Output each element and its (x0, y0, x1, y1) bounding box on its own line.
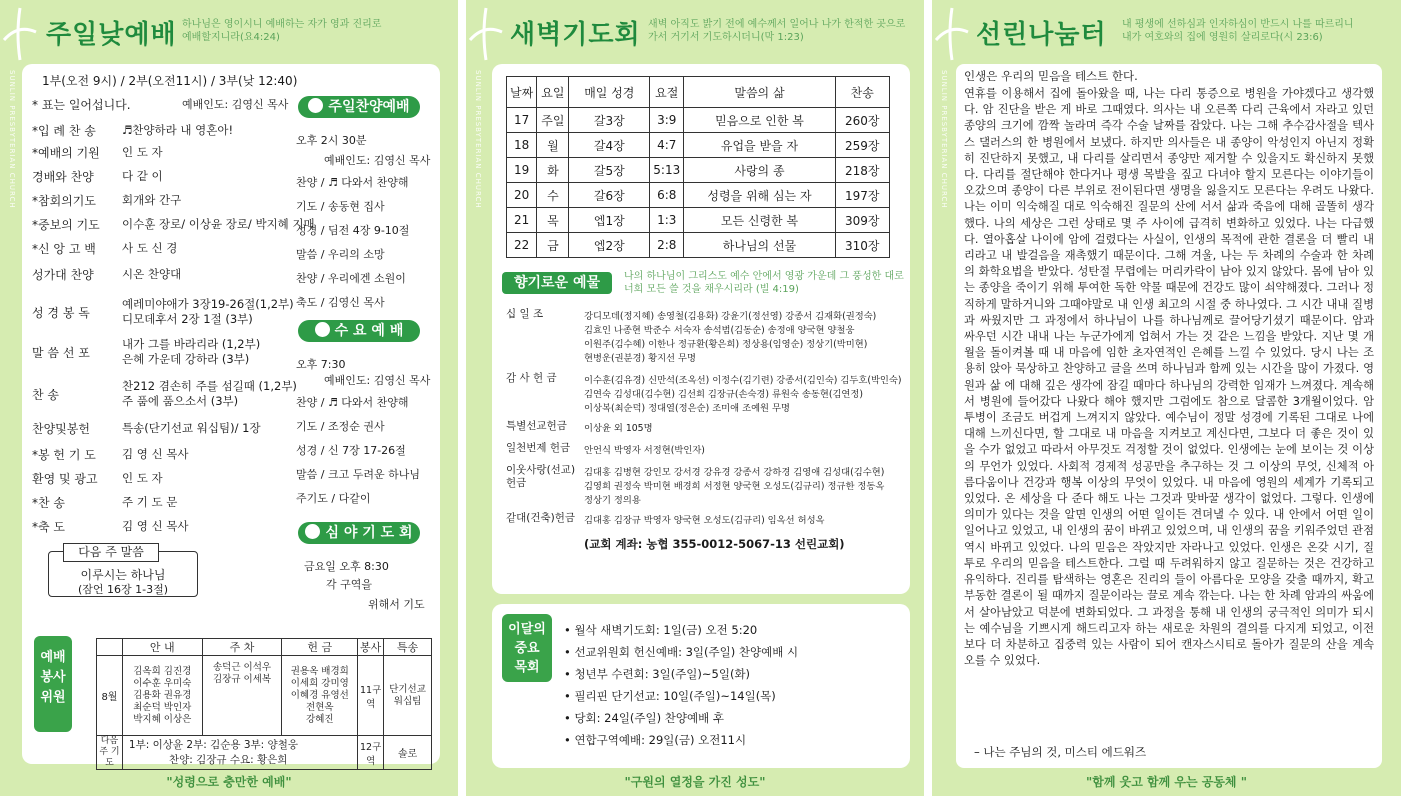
wednesday-time: 오후 7:30 (296, 358, 346, 371)
table-header: 날짜 (507, 77, 537, 108)
staff-offer (282, 656, 358, 736)
panel-footer: "함께 웃고 함께 우는 공동체 " (1086, 775, 1247, 789)
staff-table: 안 내 주 차 헌 금 봉사 특송 8월 김옥희 김진경 이수훈 우미숙 김용화 권유경 최순덕 박인자 박지혜 이상은 송덕근 이석우 김장규 이세복 권용옥 배경희 이세희 강미영 이혜경 유영선 전현옥 강혜진 11구역 단기선교 워십팀 다음주 기 도 1부: 이상윤 2부: 김순용 3부: 양철웅 찬양: 김장규 수요: 황은희 12구역 솔로 (96, 638, 432, 770)
header-verse: 하나님은 영이시니 예배하는 자가 영과 진리로 예배할지니라(요4:24) (182, 19, 382, 43)
order-value: 이수훈 장로/ 이상윤 장로/ 박지혜 지매 (122, 217, 315, 231)
circle-bullet-icon (315, 322, 330, 337)
offering-names: 김효인 나종현 박준수 서숙자 송석범(김동순) 송정애 양국현 양철웅 (584, 325, 855, 336)
table-cell: 1:3 (650, 208, 684, 233)
table-cell: 믿음으로 인한 복 (684, 108, 835, 133)
table-header: 말씀의 삶 (684, 77, 835, 108)
next-sermon-title: 이루시는 하나님 (80, 568, 166, 582)
offering-names: 이원주(김수혜) 이한나 정규환(황은희) 정상용(임영순) 정상기(박미현) (584, 339, 868, 350)
order-label: 환영 및 광고 (32, 472, 98, 486)
staff-name: 단기선교 (389, 683, 426, 695)
table-cell: 금 (537, 233, 569, 258)
order-label: *참회의기도 (32, 194, 96, 208)
wednesday-item: 말씀 / 크고 두려운 하나님 (296, 468, 420, 481)
service-times: 1부(오전 9시) / 2부(오전11시) / 3부(낮 12:40) (42, 74, 298, 88)
page-title: 선린나눔터 (976, 20, 1107, 50)
staff-name: 강혜진 (306, 713, 334, 725)
order-label: *봉 헌 기 도 (32, 448, 96, 462)
staff-parking (202, 656, 282, 736)
table-cell: 엡1장 (569, 208, 650, 233)
praise-time: 오후 2시 30분 (296, 134, 367, 147)
order-label: 성 경 봉 독 (32, 306, 90, 320)
order-value-2: 주 품에 품으소서 (3부) (122, 394, 239, 408)
table-cell: 20 (507, 183, 537, 208)
next-sermon-box (48, 545, 198, 597)
panel-header (932, 0, 1401, 64)
offering-names: 이상윤 외 105명 (584, 423, 653, 434)
staff-name: 이혜경 유영선 (290, 689, 349, 701)
table-cell: 성령을 위해 심는 자 (684, 183, 835, 208)
offering-names: 김대홍 김병현 강인모 강서경 강유경 강종서 강하경 김영애 김성대(김수현) (584, 467, 885, 478)
table-cell: 21 (507, 208, 537, 233)
order-value: 예레미야애가 3장19-26절(1,2부) (122, 297, 294, 311)
praise-item: 기도 / 송동현 집사 (296, 200, 385, 213)
table-cell: 2:8 (650, 233, 684, 258)
order-label: *축 도 (32, 520, 65, 534)
circle-bullet-icon (308, 98, 323, 113)
order-label: *입 례 찬 송 (32, 124, 96, 138)
schedule-item: • 월삭 새벽기도회: 1일(금) 오전 5:20 (564, 623, 758, 637)
table-cell: 사랑의 종 (684, 158, 835, 183)
staff-name: 김용화 권유경 (133, 689, 192, 701)
order-label: *찬 송 (32, 496, 65, 510)
worship-leader: 예배인도: 김영신 목사 (182, 98, 289, 111)
praise-item: 말씀 / 우리의 소망 (296, 248, 385, 261)
table-cell: 22 (507, 233, 537, 258)
table-cell: 197장 (835, 183, 889, 208)
table-cell: 19 (507, 158, 537, 183)
monthly-schedule-card (492, 604, 910, 768)
offering-category: 특별선교헌금 (506, 420, 567, 432)
offering-title: 향기로운 예물 (502, 272, 612, 294)
table-row (507, 158, 890, 183)
staff-name: 이수훈 우미숙 (133, 677, 192, 689)
panel-header (466, 0, 924, 64)
panel-footer: "성령으로 충만한 예배" (166, 775, 292, 789)
worship-card (22, 64, 440, 768)
schedule-item: • 선교위원회 헌신예배: 3일(주일) 찬양예배 시 (564, 645, 799, 659)
offering-category: 이웃사랑(선교) 헌금 (506, 464, 576, 489)
table-row (507, 108, 890, 133)
table-cell: 259장 (835, 133, 889, 158)
order-value: 인 도 자 (122, 145, 163, 159)
next-sermon-ref: (잠언 16장 1-3절) (77, 583, 169, 596)
schedule-item: • 필리핀 단기선교: 10일(주일)~14일(목) (564, 689, 776, 703)
offering-category: 감 사 헌 금 (506, 372, 557, 384)
offering-names: 이상복(최순덕) 정대열(정은순) 조미애 조예원 무명 (584, 403, 790, 414)
order-value: 김 영 신 목사 (122, 447, 189, 461)
offering-verse: 나의 하나님이 그리스도 예수 안에서 영광 가운데 그 풍성한 대로 너희 모든 쓸 것을 채우시리라 (빌 4:19) (624, 271, 904, 295)
staff-name: 김장규 이세복 (213, 674, 272, 685)
panel-footer: "구원의 열정을 가진 성도" (624, 775, 766, 789)
table-cell: 갈5장 (569, 158, 650, 183)
dawn-card (492, 64, 910, 594)
table-cell: 월 (537, 133, 569, 158)
order-value: 주 기 도 문 (122, 495, 178, 509)
praise-service-title: 주일찬양예배 (298, 96, 420, 118)
staff-name: 워십팀 (393, 695, 422, 707)
staff-song (384, 656, 432, 736)
table-cell: 260장 (835, 108, 889, 133)
swirl-logo-icon (934, 6, 970, 62)
staff-name: 박지혜 이상은 (133, 713, 192, 725)
staff-name: 최순덕 박인자 (133, 701, 192, 713)
staff-annae (122, 656, 202, 736)
swirl-logo-icon (468, 6, 504, 62)
table-cell: 6:8 (650, 183, 684, 208)
table-cell: 4:7 (650, 133, 684, 158)
schedule-item: • 당회: 24일(주일) 찬양예배 후 (564, 711, 724, 725)
standing-note: * 표는 일어섭니다. (32, 98, 131, 112)
essay-signature: – 나는 주님의 것, 미스티 에드워즈 (974, 745, 1147, 759)
schedule-item: • 연합구역예배: 29일(금) 오전11시 (564, 733, 747, 747)
staff-name: 전현옥 (306, 701, 334, 713)
table-cell: 화 (537, 158, 569, 183)
table-cell: 5:13 (650, 158, 684, 183)
offering-names: 안언식 박영자 서정현(박인자) (584, 445, 705, 456)
table-header: 요절 (650, 77, 684, 108)
wednesday-leader: 예배인도: 김영신 목사 (324, 374, 431, 387)
staff-name: 이세희 강미영 (290, 677, 349, 689)
order-label: 성가대 찬양 (32, 268, 94, 282)
praise-item: 찬양 / 우리에겐 소원이 (296, 272, 406, 285)
offering-names: 김대홍 김장규 박영자 양국현 오성도(김규리) 임옥선 허성옥 (584, 515, 825, 526)
essay-body: 연휴를 이용해서 집에 돌아왔을 때, 나는 다리 통증으로 병원을 가야겠다고 생각했다. 암 진단을 받은 게 바로 그때였다. 의사는 내 오른쪽 다리 근육에서 자라고 있던 종양의 크기에 깜짝 놀라며 즉각 수술 날짜를 잡았다. 나는 그해 추수감사절을 텍사스 댈러스의 한 병원에서 보냈다. 하지만 의사들은 내 종양이 악성인지 아닌지 정확히 진단하지 못했고, 내 다리를 살리면서 종양만 제거할 수 있을지도 확신하지 못했다. 다리를 절단해야 한다거나 평생 목발을 짚고 다녀야 할지 모른다는 이야기들이 오갔으며 종양이 다른 부위로 전이된다면 생명을 잃을지도 모른다는 우려도 나왔다. 나는 이미 익숙해질 대로 익숙해진 질문의 산에 서서 삶과 죽음에 대해 골똘히 생각했다. 나의 세상은 그런 상태로 몇 주 사이에 급격히 변화하고 있었다. 나는 다급했다. 열아홉살 나이에 암에 걸렸다는 사실이, 인생의 목적에 관한 결론을 더 빨리 내리라고 내 발걸음을 재촉했기 때문이다. 그해 겨울, 나는 두 차례의 수술과 한 차례의 화학요법을 받았다. 성탄절 무렵에는 머리카락이 남아 있지 않았다. 몸에 남아 있는 종양을 죽이기 위해 투여한 독한 약물 때문에 건강도 많이 쇠약해졌다. 그러나 정직하게 말하거니와 그때야말로 내 인생 최고의 시절 중 하나였다. 그 시간 내내 질병과 싸웠지만 그 과정에서 하나님이 나를 하나님께로 끌어당기셨기 때문이다. 암과 싸우던 시간 내내 나는 누군가에게 업혀서 가는 것 같은 느낌을 받았다. 지난 몇 개월을 돌이켜볼 때 내 마음에 임한 초자연적인 은혜를 느낄 수 있었다. 당시 나는 조용히 앉아 묵상하고 찬양하고 글을 쓰며 하나님과 함께 있는 시간을 많이 가졌다. 영원과 삶 에 대해 깊은 생각에 잠길 때마다 하나님의 강력한 임재가 느껴졌다. 계속해서 병원에 들어갔다 나왔다 해야 했지만 그럼에도 참으로 달콤한 3개월이었다. 암 투병이 조금도 버겁게 느껴지지 않았다. 예수님이 정말 성경에 기록된 그대로 나에 대해 느끼신다면, 할 그대로 내 마음을 지켜보고 계신다면, 그보다 더 좋은 것이 있을 수가 없었고 따라서 아무것도 걱정할 것이 없었다. 인생에는 눈에 보이는 것 이상의 무언가 있었다. 사회적 경제적 성공만을 추구하는 것 그 이상의 무엇, 신체적 아름다움이나 건강과 행복 이상의 무엇이 있었다. 내 마음에 영원의 세계가 기록되고 있었다. 온 세상을 다 준다 해도 나는 그것과 맞바꿀 생각이 없었다. 그렇다. 인생에 의미가 있다는 것을 알면 인생의 어떤 일이든 견뎌낼 수 있다. 내 안에서 어떤 일이 일어나고 있었고, 내 인생의 꿈이 바뀌고 있었으며, 내 인생의 꿈을 키워주었던 관점 역시 바뀌고 있었다. 나의 믿음은 작았지만 자라나고 있었다. 인생은 온갖 시기, 질투로 우리의 믿음을 테스트한다. 그럴 때 두려워하지 않고 질문하는 것은 건강하고 유익하다. 진리를 탐색하는 영혼은 진리의 들이 아름다운 모양을 갖출 때까지, 확고부동한 결론이 될 때까지 질문이라는 끌로 계속 깎는다. 나는 한 차례 암과의 싸움에서 살아남았고 덕분에 변화되었다. 그 과정을 통해 내 인생의 궁극적인 의미가 되시는 예수님을 기쁘시게 해드리고자 하는 새로운 차원의 결의를 다지게 되었고, 이전보다 더 차분하고 집중력 있는 사람이 되어 캔자스시티로 돌아가 질문의 산을 계속 오를 수 있었다. (964, 87, 1374, 668)
service-staff-label: 예배 봉사 위원 (34, 636, 72, 732)
offering-names: 김영희 권정숙 박미현 배경희 서정현 양국현 오성도(김규리) 정규한 정동옥 (584, 481, 885, 492)
order-value-2: 은혜 가운데 강하라 (3부) (122, 352, 250, 366)
table-cell: 모든 신령한 복 (684, 208, 835, 233)
schedule-item: • 청년부 수련회: 3일(주일)~5일(화) (564, 667, 751, 681)
table-cell: 목 (537, 208, 569, 233)
table-cell: 17 (507, 108, 537, 133)
next-sermon-label: 다음 주 말씀 (63, 543, 159, 562)
table-header: 매일 성경 (569, 77, 650, 108)
table-cell: 갈6장 (569, 183, 650, 208)
wednesday-item: 성경 / 신 7장 17-26절 (296, 444, 406, 457)
swirl-logo-icon (2, 6, 38, 62)
table-cell: 218장 (835, 158, 889, 183)
offering-category: 일천번제 헌금 (506, 442, 571, 454)
order-value: 인 도 자 (122, 471, 163, 485)
church-name-strip: SUNLIN PRESBYTERIAN CHURCH (940, 70, 948, 209)
offering-category: 같대(건축)헌금 (506, 512, 576, 524)
staff-name: 송덕근 이석우 (213, 662, 272, 673)
table-cell: 갈4장 (569, 133, 650, 158)
praise-item: 찬양 / ♬ 다와서 찬양해 (296, 176, 409, 189)
staff-name: 김옥희 김진경 (133, 665, 192, 677)
order-label: *중보의 기도 (32, 218, 100, 232)
offering-names: 강디모데(정지혜) 송영철(김용화) 강윤기(정선영) 강종서 김재화(권정숙) (584, 311, 877, 322)
night-prayer-title: 심 야 기 도 회 (298, 522, 420, 544)
table-cell: 주일 (537, 108, 569, 133)
order-label: 찬 송 (32, 388, 59, 402)
order-value: 김 영 신 목사 (122, 519, 189, 533)
praise-leader: 예배인도: 김영신 목사 (324, 154, 431, 167)
order-value: 사 도 신 경 (122, 241, 178, 255)
night-prayer-time: 금요일 오후 8:30 (304, 560, 389, 573)
table-row (507, 208, 890, 233)
table-cell: 수 (537, 183, 569, 208)
staff-name: 권용옥 배경희 (290, 665, 349, 677)
order-value: 시온 찬양대 (122, 267, 182, 281)
order-value: ♬찬양하라 내 영혼아! (122, 123, 234, 137)
offering-names: 정상기 정의용 (584, 495, 641, 506)
church-name-strip: SUNLIN PRESBYTERIAN CHURCH (8, 70, 16, 209)
praise-item: 성경 / 딤전 4장 9-10절 (296, 224, 410, 237)
table-cell: 엡2장 (569, 233, 650, 258)
wednesday-item: 기도 / 조정순 권사 (296, 420, 385, 433)
order-value: 찬212 겸손히 주를 섬길때 (1,2부) (122, 379, 297, 393)
circle-bullet-icon (305, 524, 320, 539)
wednesday-service-title: 수 요 예 배 (298, 320, 420, 342)
table-cell: 갈3장 (569, 108, 650, 133)
wednesday-item: 주기도 / 다같이 (296, 492, 371, 505)
praise-item: 축도 / 김영신 목사 (296, 296, 385, 309)
table-row (507, 233, 890, 258)
order-value: 내가 그를 바라리라 (1,2부) (122, 337, 261, 351)
page-title: 주일낮예배 (46, 20, 177, 50)
offering-names: 이수훈(김유경) 신만석(조옥선) 이정수(김기련) 강종서(김인숙) 김두호(박인숙) (584, 375, 902, 386)
order-label: 말 씀 선 포 (32, 346, 90, 360)
table-cell: 18 (507, 133, 537, 158)
essay-card (956, 64, 1382, 768)
night-prayer-line3: 위해서 기도 (368, 598, 425, 611)
order-value: 특송(단기선교 워십팀)/ 1장 (122, 421, 261, 435)
page-title: 새벽기도회 (510, 20, 641, 50)
table-cell: 유업을 받을 자 (684, 133, 835, 158)
table-cell: 309장 (835, 208, 889, 233)
panel-header (0, 0, 458, 64)
offering-names: 현병운(권분경) 황지선 무명 (584, 353, 696, 364)
order-value-2: 디모데후서 2장 1절 (3부) (122, 312, 253, 326)
header-verse: 내 평생에 선하심과 인자하심이 반드시 나를 따르리니 내가 여호와의 집에 영원히 살리로다(시 23:6) (1122, 19, 1354, 43)
essay-heading: 인생은 우리의 믿음을 테스트 한다. (964, 69, 1138, 83)
order-label: 경배와 찬양 (32, 170, 94, 184)
order-label: 찬양및봉헌 (32, 422, 90, 436)
panel-sunday-worship (0, 0, 458, 796)
bank-account: (교회 계좌: 농협 355-0012-5067-13 선린교회) (584, 537, 845, 551)
table-row (507, 183, 890, 208)
table-cell: 3:9 (650, 108, 684, 133)
order-value: 다 같 이 (122, 169, 163, 183)
church-name-strip: SUNLIN PRESBYTERIAN CHURCH (474, 70, 482, 209)
order-label: *신 앙 고 백 (32, 242, 96, 256)
monthly-schedule-label: 이달의 중요 목회 (502, 614, 552, 682)
bible-reading-table (506, 76, 890, 258)
offering-category: 십 일 조 (506, 308, 544, 320)
order-label: *예배의 기원 (32, 146, 100, 160)
night-prayer-line2: 각 구역을 (326, 578, 373, 591)
table-row (507, 133, 890, 158)
wednesday-item: 찬양 / ♬ 다와서 찬양해 (296, 396, 409, 409)
table-cell: 310장 (835, 233, 889, 258)
panel-dawn-prayer (466, 0, 924, 796)
offering-names: 김연숙 김성대(김수현) 김선희 김장규(손숙경) 류원숙 송동현(김연정) (584, 389, 864, 400)
panel-sharing (932, 0, 1401, 796)
table-header: 요일 (537, 77, 569, 108)
order-value: 회개와 간구 (122, 193, 182, 207)
header-verse: 새벽 아직도 밝기 전에 예수께서 일어나 나가 한적한 곳으로 가서 거기서 기도하시더니(막 1:23) (648, 19, 906, 43)
table-header: 찬송 (835, 77, 889, 108)
table-cell: 하나님의 선물 (684, 233, 835, 258)
